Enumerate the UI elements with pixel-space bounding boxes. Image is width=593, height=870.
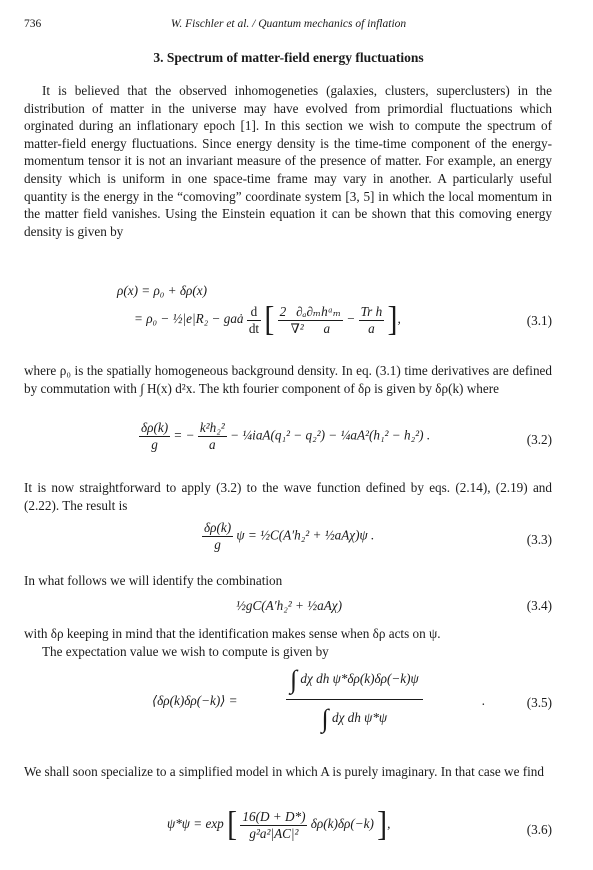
eq32-lhs: $\frac{\delta\rho(k)}{g}$ — [141, 420, 169, 452]
eq31-lhs: = ρ₀ − ½|e|R₂ − gaȧ — [134, 311, 244, 327]
eq33-lhs: $\frac{\delta\rho(k)}{g}$ — [204, 520, 232, 552]
equation-number-3-1: (3.1) — [526, 313, 552, 328]
eq35-numerator: dχ dh ψ*δρ(k)δρ(−k)ψ — [300, 671, 419, 687]
left-bracket: [ — [264, 300, 275, 339]
left-bracket: [ — [227, 805, 238, 844]
equation-3-6 — [24, 805, 552, 858]
equation-number-3-2: (3.2) — [526, 432, 552, 447]
equation-3-4-expr: ½gC(A′h₂² + ½aAχ) — [236, 598, 342, 613]
eq35-denominator: dχ dh ψ*ψ — [331, 710, 388, 726]
eq35-fraction: $\frac{\text{∫ dχ dh ψ*δρ(k)δρ(−k)ψ}}{\text{∫ dχ dh ψ*ψ}}$ — [286, 665, 423, 734]
equation-3-5: ⟨δρ(k)δρ(−k)⟩ = $\frac{\text{∫ dχ dh ψ*δρ(k)δρ(−k)ψ}}{\text{∫ dχ dh ψ*ψ}}$ . (3.5) — [152, 665, 552, 733]
eq36-fraction: $\frac{16(D + D*)}{\text{g²a²|AC|²}}$ — [242, 808, 306, 841]
paragraph-apply: It is now straightforward to apply (3.2) to the wave function defined by eqs. (2.14), (2.19) and (2.22). The result is — [24, 480, 552, 513]
equation-3-1-line1: ρ(x) = ρ₀ + δρ(x) — [117, 283, 207, 298]
right-bracket: ] — [377, 805, 388, 844]
paragraph-simplified-model: We shall soon specialize to a simplified model in which A is purely imaginary. In that case we find — [24, 764, 544, 779]
eq31-term2: $\frac{\text{Tr h}}{a}$ — [360, 303, 383, 336]
paragraph-background-density: where ρ₀ is the spatially homogeneous background density. In eq. (3.1) time derivatives are defined by commutation with ∫ H(x) d²x. The kth fourier component of δρ is given by δρ(k) where — [24, 363, 552, 396]
eq31-derivative: $\frac{d}{dt}$ — [248, 303, 260, 336]
equation-3-2-expr: $\frac{\delta\rho(k)}{g}$ = − $\frac{\text{k²h₂²}}{a}$ − ¼iaA(q₁² − q₂²) − ¼aA²(h₁² − h₂²) . — [141, 420, 431, 452]
equation-number-3-4: (3.4) — [526, 598, 552, 613]
equation-3-6-expr: ψ*ψ = exp [ $\frac{16(D + D*)}{\text{g²a²|AC|²}}$ δρ(k)δρ(−k) ], — [167, 805, 391, 844]
page-number: 736 — [24, 18, 42, 30]
equation-number-3-6: (3.6) — [526, 822, 552, 837]
equation-number-3-3: (3.3) — [526, 532, 552, 547]
equation-3-4 — [24, 598, 552, 618]
eq31-minus: − — [346, 311, 356, 327]
equation-3-3-expr: $\frac{\delta\rho(k)}{g}$ ψ = ½C(A′h₂² + ½aAχ)ψ . — [204, 520, 375, 552]
running-title: W. Fischler et al. / Quantum mechanics of inflation — [170, 18, 407, 30]
equation-3-1 — [24, 283, 552, 345]
paragraph-identification-note: with δρ keeping in mind that the identification makes sense when δρ acts on ψ. — [24, 626, 441, 641]
equation-3-1-line2: = ρ₀ − ½|e|R₂ − gaȧ $\frac{d}{dt}$ [ $\frac{\text{2 ∂ₐ∂ₘhᵃₘ}}{\text{∇² a}}$ − $\frac{\text{Tr h}}{a}$ ], — [134, 300, 401, 339]
right-bracket: ] — [387, 300, 398, 339]
eq35-lhs: ⟨δρ(k)δρ(−k)⟩ = — [152, 693, 238, 708]
eq31-term1: $\frac{\text{2 ∂ₐ∂ₘhᵃₘ}}{\text{∇² a}}$ — [279, 303, 342, 336]
paragraph-identify: In what follows we will identify the combination — [24, 573, 283, 588]
page-header — [24, 18, 553, 34]
equation-3-3 — [24, 520, 552, 564]
eq32-fraction: $\frac{\text{k²h₂²}}{a}$ — [199, 420, 225, 452]
equation-3-2 — [24, 420, 552, 464]
equation-number-3-5: (3.5) — [526, 695, 552, 710]
paragraph-expectation: The expectation value we wish to compute is given by — [42, 644, 329, 659]
section-title: 3. Spectrum of matter-field energy fluctuations — [153, 50, 424, 65]
paragraph-intro: It is believed that the observed inhomogeneties (galaxies, clusters, superclusters) in the distribution of matter in the universe may have evolved from primordial fluctuations which orginated during an inflationary epoch [1]. In this section we wish to compute the spectrum of matter-field energy fluctuations. Since energy density is the time-time component of the energy-momentum tensor it is not an invariant measure of the presence of matter. For example, an energy density which is uniform in one space-time frame may vary in another. A particularly useful quantity is the energy in the “comoving” coordinate system [3, 5] in which the local momentum in the matter field vanishes. Using the Einstein equation it can be shown that this comoving energy density is given by — [24, 83, 552, 239]
